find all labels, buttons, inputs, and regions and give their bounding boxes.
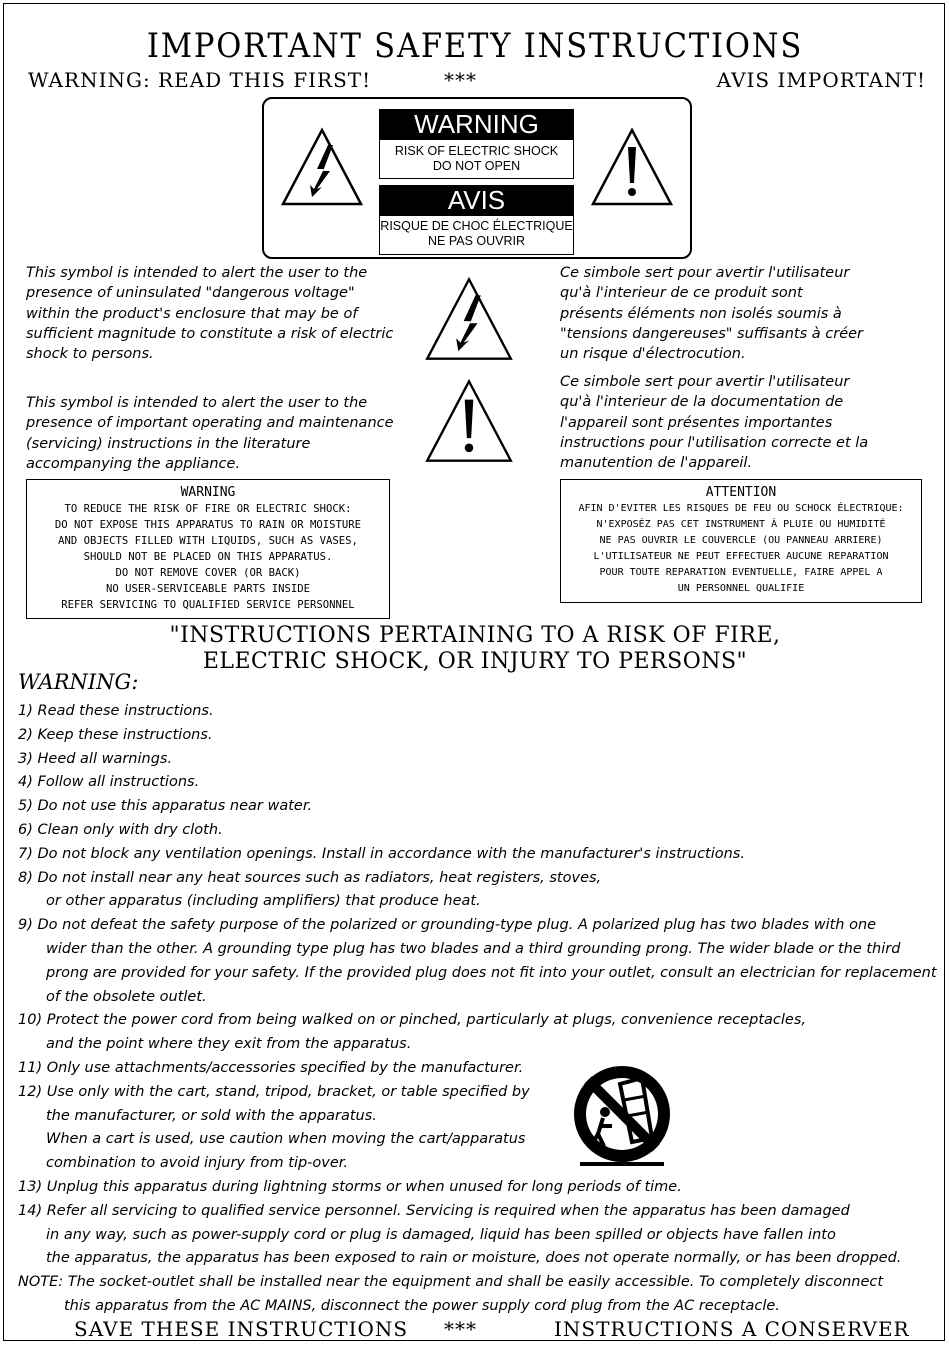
avis-label-line: NE PAS OUVRIR	[427, 234, 525, 248]
warning-label-box	[262, 97, 692, 259]
list-item: 5) Do not use this apparatus near water.	[18, 798, 313, 815]
warning-label-line: DO NOT OPEN	[432, 159, 521, 173]
instructions-heading-line2: ELECTRIC SHOCK, OR INJURY TO PERSONS"	[202, 649, 748, 674]
notice-line: POUR TOUTE REPARATION EVENTUELLE, FAIRE APPEL A	[599, 567, 883, 578]
list-item: 10) Protect the power cord from being walked on or pinched, particularly at plugs, convenience receptacles,	[18, 1012, 806, 1029]
notice-line: TO REDUCE THE RISK OF FIRE OR ELECTRIC SHOCK:	[64, 503, 352, 515]
lightning-symbol-description-fr: Ce simbole sert pour avertir l'utilisateur qu'à l'interieur de ce produit sont présents éléments non isolés soumis à "tensions dangereuses" suffisants à créer un risque d'électrocution.	[560, 265, 864, 363]
notice-line: REFER SERVICING TO QUALIFIED SERVICE PERSONNEL	[61, 599, 355, 611]
list-item: 8) Do not install near any heat sources such as radiators, heat registers, stoves,	[18, 869, 602, 886]
notice-title: ATTENTION	[705, 485, 777, 500]
notice-line: UN PERSONNEL QUALIFIE	[677, 583, 805, 594]
list-item: prong are provided for your safety. If the provided plug does not fit into your outlet, consult an electrician for replacement	[46, 964, 937, 981]
footer-separator: ***	[444, 1317, 477, 1341]
avis-label-line: RISQUE DE CHOC ÉLECTRIQUE	[380, 219, 573, 233]
notice-line: AND OBJECTS FILLED WITH LIQUIDS, SUCH AS VASES,	[58, 535, 358, 547]
list-item: 13) Unplug this apparatus during lightning storms or when unused for long periods of time.	[18, 1178, 682, 1195]
list-item: 1) Read these instructions.	[18, 703, 214, 719]
notice-line: SHOULD NOT BE PLACED ON THIS APPARATUS.	[83, 551, 333, 563]
list-item: the apparatus, the apparatus has been exposed to rain or moisture, does not operate normally, or has been dropped.	[46, 1250, 902, 1267]
safety-page	[3, 3, 945, 1341]
list-item: combination to avoid injury from tip-over.	[46, 1155, 349, 1172]
attention-notice-box-fr	[560, 479, 922, 603]
list-item: the manufacturer, or sold with the apparatus.	[46, 1107, 377, 1124]
list-item: of the obsolete outlet.	[46, 988, 207, 1005]
notice-line: N'EXPOSÉZ PAS CET INSTRUMENT À PLUIE OU HUMIDITÉ	[596, 519, 886, 530]
list-item: wider than the other. A grounding type plug has two blades and a third grounding prong. The wider blade or the third	[46, 940, 901, 957]
save-instructions: SAVE THESE INSTRUCTIONS	[74, 1317, 409, 1341]
list-item: 11) Only use attachments/accessories specified by the manufacturer.	[18, 1059, 524, 1076]
exclamation-triangle-icon	[590, 127, 674, 207]
warning-label-title: WARNING	[379, 109, 574, 139]
read-first-warning: WARNING: READ THIS FIRST!	[28, 68, 372, 92]
lightning-symbol-description-en: This symbol is intended to alert the user to the presence of uninsulated "dangerous voltage" within the product's enclosure that may be of sufficient magnitude to constitute a risk of electric shock to persons.	[26, 265, 394, 363]
notice-line: AFIN D'EVITER LES RISQUES DE FEU OU SCHOCK ÉLECTRIQUE:	[578, 503, 904, 514]
warning-label-line: RISK OF ELECTRIC SHOCK	[394, 144, 559, 158]
exclamation-symbol-icon	[424, 378, 514, 464]
avis-label-title: AVIS	[379, 185, 574, 215]
avis-label-text	[379, 215, 574, 255]
notice-title: WARNING	[180, 485, 236, 500]
list-item: 4) Follow all instructions.	[18, 774, 200, 791]
lightning-symbol-icon	[424, 276, 514, 362]
list-item: 6) Clean only with dry cloth.	[18, 821, 223, 838]
list-item: 9) Do not defeat the safety purpose of the polarized or grounding-type plug. A polarized plug has two blades with one	[18, 917, 877, 934]
header-separator: ***	[444, 68, 477, 92]
note-item: this apparatus from the AC MAINS, disconnect the power supply cord plug from the AC receptacle.	[64, 1297, 780, 1314]
list-item: 14) Refer all servicing to qualified service personnel. Servicing is required when the apparatus has been damaged	[18, 1202, 850, 1219]
list-item: 2) Keep these instructions.	[18, 726, 213, 743]
list-item: in any way, such as power-supply cord or plug is damaged, liquid has been spilled or objects have fallen into	[46, 1226, 836, 1243]
list-item: and the point where they exit from the apparatus.	[46, 1036, 412, 1053]
avis-important: AVIS IMPORTANT!	[716, 68, 926, 92]
safety-instructions-list	[18, 700, 937, 1319]
list-item: 7) Do not block any ventilation openings. Install in accordance with the manufacturer's instructions.	[18, 845, 745, 862]
notice-line: DO NOT EXPOSE THIS APPARATUS TO RAIN OR MOISTURE	[54, 519, 362, 531]
page-title: IMPORTANT SAFETY INSTRUCTIONS	[146, 26, 804, 66]
list-item: 12) Use only with the cart, stand, tripod, bracket, or table specified by	[18, 1083, 530, 1100]
list-item: When a cart is used, use caution when moving the cart/apparatus	[46, 1131, 526, 1148]
warning-notice-box-en	[26, 479, 390, 619]
instructions-heading-line1: "INSTRUCTIONS PERTAINING TO A RISK OF FIRE,	[169, 623, 781, 648]
instructions-a-conserver: INSTRUCTIONS A CONSERVER	[554, 1317, 910, 1341]
list-item: 3) Heed all warnings.	[18, 750, 173, 767]
notice-line: L'UTILISATEUR NE PEUT EFFECTUER AUCUNE REPARATION	[593, 551, 889, 562]
notice-line: NE PAS OUVRIR LE COUVERCLE (OU PANNEAU ARRIERE)	[599, 535, 883, 546]
warning-label-text	[379, 139, 574, 179]
list-item: or other apparatus (including amplifiers) that produce heat.	[46, 893, 481, 910]
note-item: NOTE: The socket-outlet shall be installed near the equipment and shall be easily accessible. To completely disconnect	[18, 1274, 884, 1291]
lightning-triangle-icon	[280, 127, 364, 207]
cart-tipover-warning-icon	[562, 1064, 682, 1170]
notice-line: NO USER-SERVICEABLE PARTS INSIDE	[105, 583, 311, 595]
exclamation-symbol-description-en: This symbol is intended to alert the user to the presence of important operating and maintenance (servicing) instructions in the literature accompanying the appliance.	[26, 395, 394, 472]
warning-heading: WARNING:	[18, 670, 139, 694]
notice-line: DO NOT REMOVE COVER (OR BACK)	[115, 567, 301, 579]
exclamation-symbol-description-fr: Ce simbole sert pour avertir l'utilisateur qu'à l'interieur de la documentation de l'appareil sont présentes importantes instructions pour l'utilisation correcte et la manutention de l'appareil.	[560, 374, 869, 472]
